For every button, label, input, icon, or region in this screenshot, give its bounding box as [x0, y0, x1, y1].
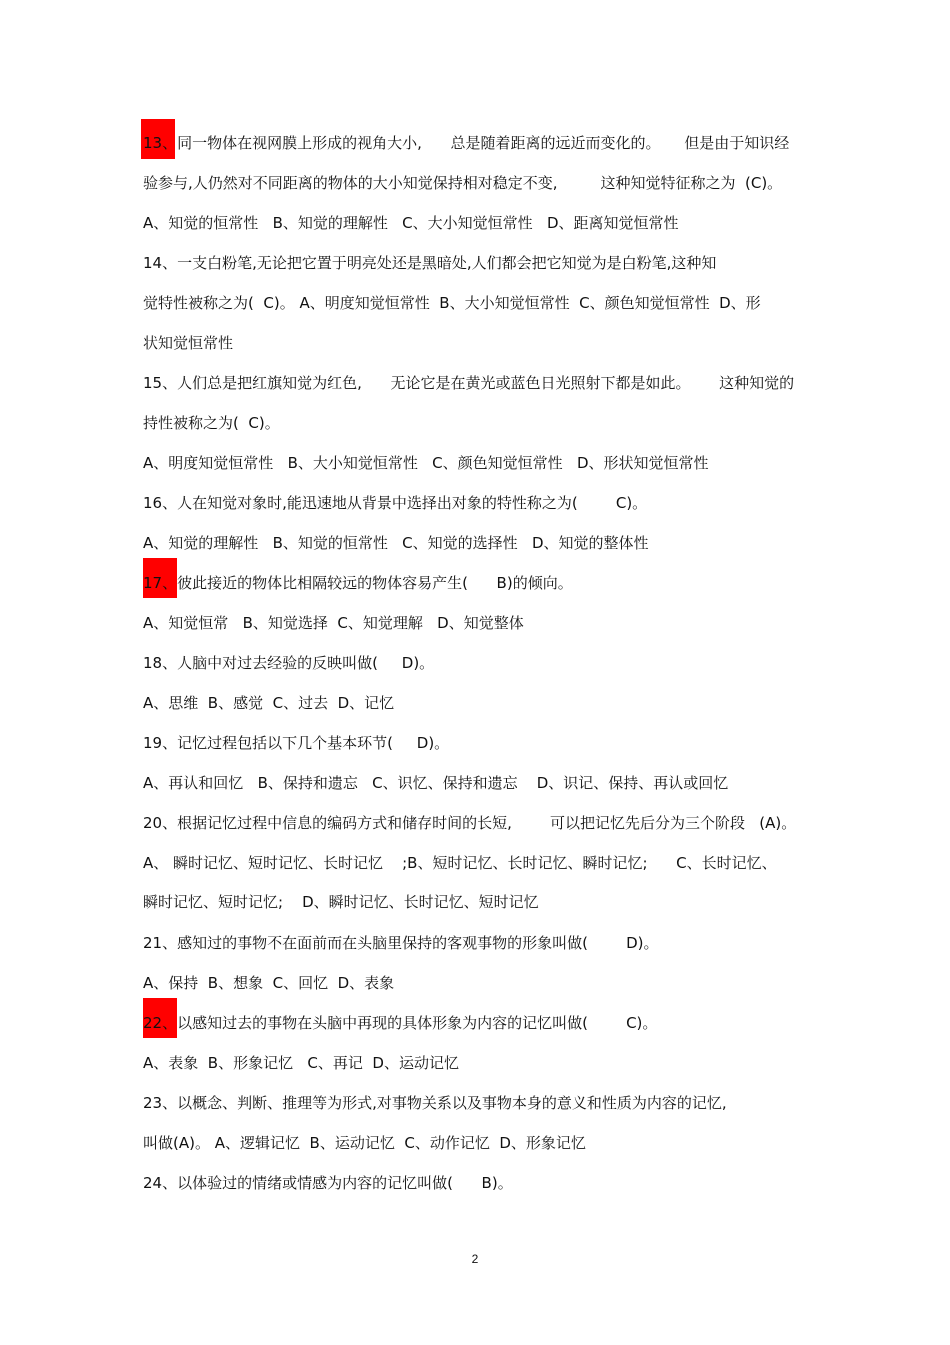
text-line: 18、人脑中对过去经验的反映叫做( D)。 [143, 654, 435, 672]
text-line: 19、记忆过程包括以下几个基本环节( D)。 [143, 734, 450, 752]
text-line: 20、根据记忆过程中信息的编码方式和储存时间的长短, 可以把记忆先后分为三个阶段 (A)。 [143, 814, 797, 832]
text-line: 15、人们总是把红旗知觉为红色, 无论它是在黄光或蓝色日光照射下都是如此。 这种知觉的 [143, 374, 795, 392]
text-line: A、保持 B、想象 C、回忆 D、表象 [143, 974, 395, 992]
text-line: 17、彼此接近的物体比相隔较远的物体容易产生( B)的倾向。 [143, 574, 573, 592]
text-line: A、 瞬时记忆、短时记忆、长时记忆 ;B、短时记忆、长时记忆、瞬时记忆; C、长时记忆、 [143, 854, 777, 872]
text-line: A、知觉恒常 B、知觉选择 C、知觉理解 D、知觉整体 [143, 614, 524, 632]
text-line: A、明度知觉恒常性 B、大小知觉恒常性 C、颜色知觉恒常性 D、形状知觉恒常性 [143, 454, 709, 472]
text-line: 持性被称之为( C)。 [143, 414, 280, 432]
text-line: 22、以感知过去的事物在头脑中再现的具体形象为内容的记忆叫做( C)。 [143, 1014, 658, 1032]
text-line: 瞬时记忆、短时记忆; D、瞬时记忆、长时记忆、短时记忆 [143, 893, 539, 911]
text-line: 状知觉恒常性 [143, 334, 234, 352]
page-number: 2 [471, 1252, 479, 1266]
text-line: 觉特性被称之为( C)。 A、明度知觉恒常性 B、大小知觉恒常性 C、颜色知觉恒常性 D、形 [143, 294, 761, 312]
text-line: 24、以体验过的情绪或情感为内容的记忆叫做( B)。 [143, 1174, 513, 1192]
text-line: A、再认和回忆 B、保持和遗忘 C、识忆、保持和遗忘 D、识记、保持、再认或回忆 [143, 774, 729, 792]
text-line: 叫做(A)。 A、逻辑记忆 B、运动记忆 C、动作记忆 D、形象记忆 [143, 1134, 586, 1152]
text-line: 23、以概念、判断、推理等为形式,对事物关系以及事物本身的意义和性质为内容的记忆, [143, 1094, 727, 1112]
text-line: 13、同一物体在视网膜上形成的视角大小, 总是随着距离的远近而变化的。 但是由于知识经 [143, 134, 790, 152]
text-line: 验参与,人仍然对不同距离的物体的大小知觉保持相对稳定不变, 这种知觉特征称之为 (C)。 [143, 174, 783, 192]
text-line: A、思维 B、感觉 C、过去 D、记忆 [143, 694, 395, 712]
text-line: A、表象 B、形象记忆 C、再记 D、运动记忆 [143, 1054, 459, 1072]
text-line: A、知觉的理解性 B、知觉的恒常性 C、知觉的选择性 D、知觉的整体性 [143, 534, 649, 552]
text-line: 14、一支白粉笔,无论把它置于明亮处还是黑暗处,人们都会把它知觉为是白粉笔,这种知 [143, 254, 717, 272]
text-line: 16、人在知觉对象时,能迅速地从背景中选择出对象的特性称之为( C)。 [143, 494, 648, 512]
text-line: A、知觉的恒常性 B、知觉的理解性 C、大小知觉恒常性 D、距离知觉恒常性 [143, 214, 679, 232]
text-line: 21、感知过的事物不在面前而在头脑里保持的客观事物的形象叫做( D)。 [143, 934, 659, 952]
